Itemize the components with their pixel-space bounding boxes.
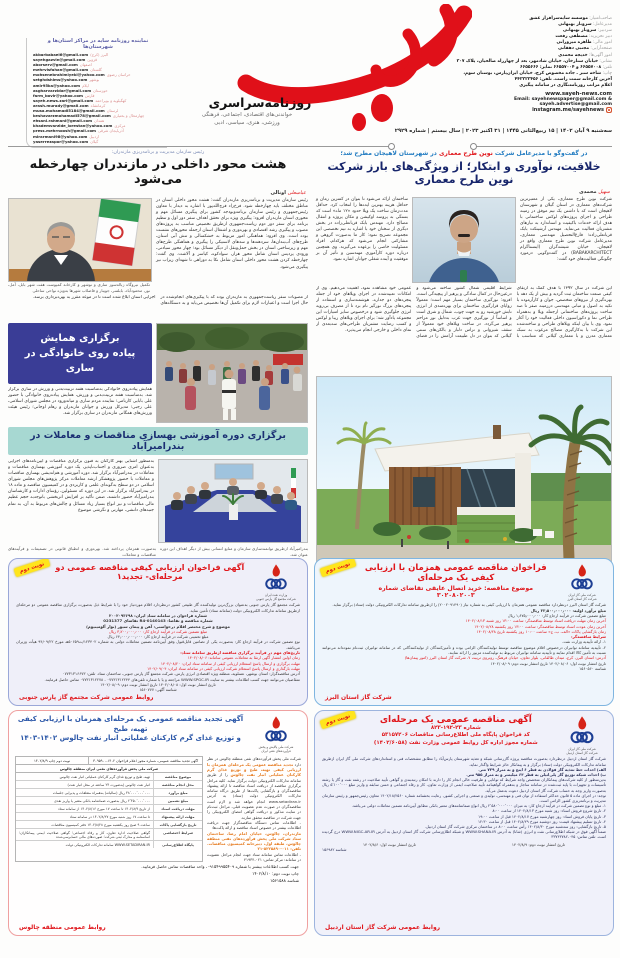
table-row-value: WWW.SETADIRAN.IR سامانه تدارکات الکترونیکی دولت [65,842,150,847]
intro-rest: را از طریق سامانه تدارکات الکترونیکی دولت برگزار نماید. کلیه مراحل برگزاری مناقصه از دریافت اسناد مناقصه تا ارائه پیشنهاد مناقصه‌گران و بازگشایی پاکت‌ها از طریق درگاه سامانه تدارکات الکترونیکی دولت (ستاد) به آدرس www.setadiran.ir انجام خواهد شد و لازم است مناقصه‌گران در صورت عدم عضویت قبلی، مراحل ثبت‌نام در سایت مذکور و دریافت گواهی امضای الکترونیکی را جهت شرکت در مناقصه محقق سازند. [207,772,301,820]
masthead-label: امور آگهی‌ها: [589,52,612,58]
org-line1: شرکت ملی گاز ایران [568,593,596,597]
masthead-value: سروناز بهبهانی [563,28,597,34]
edition-badge: نوبت دوم [13,558,50,577]
note-2: - اطلاعات تماس سامانه ستاد جهت انجام مراحل عضویت در سامانه: مرکز تماس: ۰۲۱-۴۱۹۳۴ [207,851,301,863]
ad-line: ب) احداث شبکه توزیع گاز پلی‌اتیلن به قطر ۶۳ میلیمتر و به متراژ ۹۵۵ متر. [466,772,606,778]
architecture-headline: خلاقیت، نوآوری و ابتکار؛ از ویژگی‌های بارز شرکت نوین طرح معماری [327,160,601,186]
bureau-region: کرمانشاه [90,102,106,108]
bureau-region: البرز (کرج) [90,52,109,57]
masthead-value: مجتبی دهقانی [558,46,590,52]
bureau-email: mohsenebrahimiyeki@yahoo.com [33,72,105,78]
table-row-value: گواهی صلاحیت اداره تعاون، کار و رفاه اجتماعی؛ گواهی صلاحیت ایمنی پیمانکاران؛ اساسنامه و مدارک ثبتی شرکت؛ صورت‌های مالی حسابرسی‌شده [19,830,150,839]
masthead-label: چاپ: [602,70,612,76]
mazandaran-byline [10,190,306,196]
ad-footer: روابط عمومی شرکت گاز استان اردبیل [325,924,441,931]
edition-badge: نوبت دوم [319,558,356,577]
training-caption-left: بندرامیرآباد ازطریق توانمندسازی سازمان و منابع انسانی بیش از دیگر اهداف این دوره عنوان شد. [160,546,308,557]
table-header-left: نوبت دوم چاپ ۱۴۰۲/۸/۹ [33,758,71,763]
ad-line: شماره مناقصه و تقاضا: R4-0140143 تقاضای 0231377 [103,618,213,624]
bureau-email: mehrvisfahan@gmail.com [33,67,89,73]
ad-footer: روابط عمومی شرکت مجتمع گاز پارس جنوبی [19,694,154,701]
bureau-region: بوشهر [89,77,100,83]
ad-line: ضمناً آگهی فوق در شبکه اطلاع‌رسانی نفت و انرژی (شانا) به آدرس WWW.SHANA.IR و شبکه اطلاع‌رسانی شرکت گاز استان اردبیل به آدرس WWW.NIGC-AR.IR درج گردیده است. تلفن تماس: ۰۴۵-۳۳۷۴۳۷۸۲ [322,829,607,840]
ad-intro-text [207,756,301,862]
ad-line: نوع تضمین شرکت در فرآیند ارجاع کار: به‌صورت یکی از تضامین قابل‌قبول وفق آیین‌نامه تضمین معاملات دولتی به شماره ۱۲۳۴۰۲/ت۵۰۶۵۹هـ مورخ ۹۴/۰۹/۲۲ هیأت وزیران می‌باشد. [16,639,300,650]
byline-signature: سهیل [598,189,610,195]
ad-line: آخرین زمان مهلت دریافت اسناد توسط مناقصه‌گر: ساعت ۱۳:۰۰ روز شنبه ۱۴۰۲/۰۸/۱۳ [465,618,606,624]
ad-line: ۳- تاریخ پایان فروش اسناد: روز چهارشنبه مورخ ۱۴۰۲/۸/۱۷ قبل از ساعت ۱۹:۰۰ [478,813,606,819]
masthead-value: طاهره میرورانی [556,40,592,46]
table-row [16,805,202,813]
regional-bureaus-list [26,38,167,148]
bureaus-rows [33,52,163,144]
mazandaran-body2: از مصوبات سفر ریاست‌جمهوری به مازندران بوده که با پیگیری‌های انجام‌شده در حال اجرا است و اعتبارات لازم برای تکمیل آن‌ها تخصیص می‌یابد و به دستگاه‌های اجرایی استان ابلاغ شده است تا در موعد مقرر به بهره‌برداری برسد. [32,295,308,307]
bureau-region: ایلام [82,82,89,88]
table-row-value: از تاریخ ۱۴۰۲/۸/۹ تا ساعت ۱۷ مورخ ۱۴۰۲/۸/۱۶ از سامانه ستاد [58,806,150,811]
masthead-label: تلفن: [602,64,612,70]
ad-footnote-1: جهت کسب اطلاعات بیشتر با شماره ۰۹۱۵۴۹۹۵۵۴۰۹، واحد مناقصات تماس حاصل فرمایید. [141,864,299,870]
org-line2: شرکت گاز استان البرز [567,597,597,602]
table-subheader: شرکت ملی پخش فرآورده‌های نفتی ایران منطقه چالوس [16,765,202,773]
bureau-region: اردبیل [89,133,100,139]
ad-line: الف) احداث خط تغذیه گاز فولادی به قطر ۶ اینچ و به متراژ ۷۲۹ متر. [478,766,606,772]
photo-official-flag [8,198,152,282]
tagline-1: خواندنی‌های اقتصادی، اجتماعی، فرهنگی [201,112,293,118]
table-row [16,813,202,821]
ad-line: مبلغ تخمینی شرکت در فرآیند ارجاع کار: ۶۴٫۰۰۰٫۰۰۰٫۰۰۰ ریال [107,634,209,640]
paper-type-label: روزنامه‌سراسری [208,95,312,110]
table-row-value: تهیه، طبخ و توزیع غذای گرم کارکنان عملیاتی انبار نفت چالوس [59,774,150,779]
walkathon-banner-line2: پیاده روی خانوادگی در ساری [24,348,136,375]
bureau-email: sayeh.news.zari@gmail.com [33,97,94,103]
bureau-region: چهارمحال و بختیاری [112,113,145,119]
ad-line: موضوع و شرح مختصر اقلام درخواستی: آهن و پیمان سیور (نوار آلومینیوم) [86,623,230,629]
masthead-label: صفحه‌آرایی: [590,46,612,52]
architecture-kicker [316,150,612,157]
byline-signature: عباسعلی [287,190,306,196]
table-row-label: مبلغ برآورد [153,789,202,796]
table-row-value: تا ساعت ۱۷ روز شنبه مورخ ۱۴۰۲/۸/۲۷ در سامانه ستاد [69,814,150,819]
bureau-email: sayehgazvin@gmail.com [33,57,86,63]
walkathon-banner-line1: برگزاری همایش [40,333,120,345]
org-line1: شرکت ملی گاز ایران [568,747,596,751]
masthead-value: مصطفی رفعت [555,34,588,40]
bureau-email: aborserv@gmail.com [33,62,78,68]
intro-lead: شرکت ملی پخش فرآورده‌های نفتی منطقه چالوس در نظر دارد [207,756,301,767]
ad-lines [315,756,613,839]
table-row-value: ۴۸٬۰۰۰٬۰۰۰٬۰۰۰ ریال (سالیانه) به‌همراه متعلقات و پذیرایی جلسات [52,790,150,795]
instagram-line[interactable] [452,107,612,113]
bureau-region: فارس [84,92,95,98]
ad-chalous-catering-tender [8,710,308,936]
bureaus-title: نماینده روزنامه سایه در مراکز استان‌ها و شهرستان‌ها [47,38,149,50]
ad-line: شناسه ۱۵۶۰۵۶۰ [579,665,606,671]
walkathon-body: همایش پیاده‌روی خانوادگی به‌مناسبت هفته تربیت‌بدنی و ورزش در ساری برگزار شد. به‌مناسبت هفته تربیت‌بدنی و ورزش، همایش پیاده‌روی خانوادگی با حضور علی بابایی کارنامی؛ نماینده مردم ساری و میاندورود در مجلس شورای اسلامی، علی رجبی؛ مدیرکل ورزش و جوانان مازندران و رهام اوجانی؛ رئیس هیئت ورزش‌های همگانی مازندران در ساری برگزار شد. [8,387,152,417]
org-line2: فرآورده‌های نفتی ایران [261,749,291,754]
table-row-value: انبار نفت چالوس (به‌صورت ۲۴ ساعته در محل انبار نفت) [67,782,150,787]
ad-line: زمان اولین انتشار آگهی ارتقا به معاملات عمومی سامانه: ۱۴۰۲/۰۸/۰۶ [187,655,300,661]
bureau-region: همدان [94,118,105,124]
table-row-value: ۲٬۴۵۰٬۰۰۰٬۰۰۰ ریال به‌صورت ضمانتنامه بانکی معتبر یا واریز نقدی [54,798,150,803]
nigc-logo-block [556,563,608,601]
ad-line: مبلغ تضمین شرکت در فرآیند ارجاع کار: ۱٫۶۷۵٫۰۰۰٫۰۰۰ ریال [507,613,606,618]
table-row-value: ساعت ۹ صبح روز یکشنبه مورخ ۱۴۰۲/۸/۲۸ دفتر کمیسیون مناقصات [51,822,150,827]
instagram-icon [606,107,612,113]
org-line2: شرکت مجتمع گاز پارس جنوبی [256,597,296,602]
photo-walkathon [156,323,308,423]
ad-line: شماره فراخوان در سامانه ستاد ایران: ۲۰۰۲۰۹۳۶۹۸ [108,613,208,618]
nigc-logo-icon [569,563,595,593]
byline-name: اونالی [270,190,286,196]
ad-line: آدرس مناقصه‌گزار: استان بوشهر، عسلویه، منطقه ویژه اقتصادی انرژی پارس، شرکت مجتمع گاز پارس جنوبی، ساختمان ستاد. تلفن: ۰۷۷۳۱۳۱۶۶۷۳ [62,671,300,677]
ad-line: شناسه آگهی: ۱۵۶۰۷۷۷ [139,687,177,693]
website-link[interactable]: www.sayeh-news.com [545,91,612,98]
org-line1: وزارت نفت ایران [264,593,288,597]
masthead-label: دبیر تحریریه: [589,34,612,40]
masthead-value: خیابان ستارخان، خیابان شادمهر، بعد از چهارراه صالحیان، پلاک ۳۰۷ [456,58,599,64]
ad-line: ۵- تاریخ بازگشایی: روز سه‌شنبه مورخ ۱۴۰۲/۸/۳۰ رأس ساعت ۸:۰۰ در ساختمان مرکزی شرکت گاز استان اردبیل. [424,824,606,830]
mazandaran-headline: هشت محور داخلی در مازندران چهارخطه می‌شود [29,157,287,187]
ad-line: تاریخ‌های مهم در فرآیند برگزاری مناقصه ازطریق سامانه ستاد: [180,650,300,656]
masthead-value: سروناز بهبهانی [558,22,592,28]
ad-title: فراخوان مناقصه عمومی همزمان با ارزیابی کیفی یک مرحله‌ای [364,563,547,583]
tender-table [15,756,203,862]
ad-line: شرکت گاز استان اردبیل درنظردارد به‌صورت مناقصه پروژه گازرسانی شبکه و تغذیه شهرستان پارس‌آباد را مطابق مشخصات فنی و استانداردهای شرکت ملی گاز ایران ازطریق سامانه تدارکات الکترونیکی دولت (ستاد) برگزار و به پیمانکار حائز شرایط واگذار نماید. [322,756,606,767]
ad-subtitle: موضوع مناقصه: خرید اتصال عایقی تقاضای شماره ۳۰۲۰۸۰۲۰۰۳ [378,585,534,599]
bureau-region: کهگیلویه و بویراحمد [95,97,127,103]
masthead-label: مدیرعامل: [592,22,612,28]
ad-line: ۴- تاریخ تسلیم پیشنهاد قیمت: روز دوشنبه مورخ ۱۴۰۲/۸/۲۹ قبل از ساعت ۱۲:۳۰ [477,818,606,824]
ad-line: مبلغ برآورد اولیه: ۳۳٫۵۰۰٫۰۰۰٫۰۰۰ ریال [530,607,606,613]
training-body: به‌منظور آشنایی بهتر کارکنان به فنون برگزاری مناقصات و آیین‌نامه‌های اجرایی به‌عنوان امری ضروری و اجتناب‌ناپذیر، یک دوره آموزشی بهسازی مناقصات و معاملات در بندرامیرآباد برگزار شد. دوره آموزشی و هم‌اندیشی بهسازی مناقصات و معاملات با حضور پژوهشگر ارشد معاملات مرکز پژوهش‌های مجلس شورای اسلامی در دو سطح به‌گونه‌ای علمی و کاربردی و در کمیسیون مناقصه و ماده ۱۸ در بندرامیرآباد برگزار شد. در این دوره که مسئولین، رؤسای ادارات و کارشناسان بندرامیرآباد حضور داشتند، ضمن تأکید بر افزایش اثربخشی باتوجه‌به حجم عظیم مالی مناقصات و نیز انواع بسیار زیاد مسائل و چالش‌های مربوط به آن، به تمام جنبه‌های دانشی، مهارتی و نگرشی موضوع [8,459,154,513]
kicker-red: نوین طرح معماری [438,150,493,157]
niopdc-logo-block [250,715,302,753]
address-highlight: مازندران، چالوس، خیابان امام رضا، ساختمان ستاد شرکت ملی پخش فرآورده‌های نفتی منطقه چالوس، طبقه اول، دبیرخانه کمیسیون مناقصات. تلفن: ۰۱۱-۵۲۲۵۸۹۰-۲۱ [207,830,301,852]
bureau-region: گیلان [90,138,99,144]
bureau-region: آذربایجان شرقی [98,128,124,134]
architecture-body: این شرکت در سال ۱۳۹۲ با هدف کمک به ارتقای کیفی صنعت ساختمان ثبت گردید و بیش از یک دهه با بهره‌گیری از نیروهای متخصص، جوان و کارآزموده با تکیه به اصول و مبانی مهندسی درزمینه صفر تا صد ساخت پروژه‌های ساختمانی ازجمله ویلا و به‌همراه طراحی نما و دکوراسیون داخلی فعالیت خود را آغاز نمود. وی با بیان اینکه ویلاهای طراحی و ساخته‌شده این شرکت با به‌کارگیری مصالح مرغوب به سبک معماری مدرن و با معماری گیلانی که متناسب با شرایط اقلیمی شمال کشور ساخته می‌شود و درعین‌حال در کمال سادگی و پرهیز از پیچیدگی است، افزود: نورگیری ساختمان بسیار مهم است؛ معمولاً زوایای قرارگیری ساختمان برای بهره‌مندی از انرژی تابش خورشید رو به جهت چوب، شمال و شرق است و اساساً از نورگیری جهت غرب به‌دلیل نور مزاحم پرهیز می‌گردد. در ساخت ویلاهای خود معمولاً از سقف شیروانی و تراس دلباز و بالکن‌های سنتی گیلانی که بتوان در دل طبیعت آرامش را در فضای عمومی خود مشاهده نمود، اهمیت می‌دهیم. وی از امکانات تعبیه‌شده در اجرای ویلاهای خود از جمله پنجره‌های دو جداره، هوشمندسازی و استفاده از پنجره‌های بزرگ نورگیر نام برد تا از مصرف بی‌رویه انرژی جلوگیری شود و درخصوص سایر امتیازات این مجموعه یادآور شد: برای اجرای ویلاهای زیبا و لوکس و کسب رضایت مشتریان طراحی‌های سه‌بعدی از نمای داخلی و خارجی انجام می‌پذیرد. [316,286,612,340]
masthead-row [452,83,612,89]
bureau-email: amir95ka@yahoo.com [33,82,81,88]
ad-line: شرایط مناقصه‌گر: [571,634,606,640]
rule-dot-right [470,143,477,150]
edition-badge: نوبت دوم [319,710,356,729]
table-header-right: آگهی تجدید مناقصه عمومی، شماره مجوز اعلام فراخوان ۱۴۰۲-۳۰۹۵۹۰۰ [88,757,202,764]
tagline-2: ورزشی، هنری، سیاسی، ادبی [214,120,280,126]
instagram-handle[interactable]: instagram.me/sayehnews [532,107,604,114]
ad-line: ۱- مبلغ و نوع تضمین شرکت در فرآیند ارجاع کار: به میزان ۲٬۵۸۰٬۰۰۰٬۰۰۰ ریال انواع ضمانتنامه‌های معتبر بانکی مطابق آیین‌نامه تضمین معاملات دولتی می‌باشد. [351,803,606,809]
ad-sub3: شماره مجوز اداره کل روابط عمومی وزارت نفت (۱۴۰۲/۶۰۵۸) [373,739,538,746]
ad-sub1: شماره ۲۳-۱۹۲-۸۲۳ [430,725,481,731]
training-caption-right: به‌صورت همزمان پرداخته شد. بهره‌وری و انطباق قانونی در تصمیمات و فرآیندهای مناقصات و معاملات [8,546,156,557]
architecture-col-right: شرکت نوین طرح معماری، یکی از معتبرترین شرکت‌های معماری در استان گیلان و شهرستان لاهیجان است که با داشتن یک تیم موفق در زمینه طراحی و اجرای پروژه‌های لوکس ساختمانی با هدف ارائه خدمات باکیفیت و استاندارد به نیازهای مشتریان فعالیت می‌نماید. مهندس آرشیتکت بابک قربانعلی‌زاده؛ فارغ‌التحصیل مهندسی معماری، مدیرعامل شرکت نوین طرح معماری واقع در لاهیجان، خیابان شیشه‌گران (اینستاگرام BABAKARCHITECT) در گفت‌وگویی درمورد چگونگی فعالیت‌های خود گفت: [520,197,612,263]
masthead-label: صاحب‌امتیاز: [589,16,612,21]
table-row-label: تاریخ بازگشایی پاکات [153,821,202,828]
taglines [172,111,322,127]
masthead-rows [452,16,612,89]
bureau-email: musa.mohamadi5184@gmail.com [33,108,105,114]
bureau-region: خراسان رضوی [106,72,131,78]
bureau-email: keshavarzmohamadi578@gmail.com [33,113,111,119]
ad-line: شرکت مجتمع گاز پارس جنوبی به‌عنوان بزرگ‌ترین تولیدکننده گاز طبیعی کشور درنظردارد اقلام موردنیاز خود را با شرایط ذیل به‌صورت برگزاری مناقصه عمومی دو مرحله‌ای ازطریق سامانه تدارکات الکترونیکی دولت (سامانه ستاد) تأمین نماید. [16,602,300,613]
architecture-byline [318,189,610,195]
niopdc-logo-icon [263,715,289,745]
ad-ardabil-gas-tender [314,710,614,936]
ad-line: مهلت برگزاری و ارسال پاسخ استعلام ارزیابی کیفی از سامانه ستاد ایران: ۱۴۰۲/۰۸/۲۰ [160,660,300,666]
ad-line: شرکت گاز استان البرز درنظردارد مناقصه عمومی همزمان با ارزیابی کیفی به شماره نیاز (۲۰۰۲۰۹۱۴۹۰) را ازطریق سامانه تدارکات الکترونیکی دولت (ستاد) برگزار نماید. [332,602,606,608]
table-row [16,829,202,841]
ad-footnote-2: چاپ نوبت دوم: ۱۴۰۲/۸/۱۰ [252,871,299,877]
photo-training-meeting [158,459,308,543]
ad-pars-jonoubi-tender [8,558,308,706]
date-second-run: تاریخ انتشار نوبت دوم: ۱۴۰۲/۸/۹ [511,841,565,847]
table-row-label: شرایط اختصاصی [153,829,202,840]
dateline: سه‌شنبه ۹ آبان ۱۴۰۲ | ۱۵ ربیع‌الثانی ۱۴۴۵ | ۳۱ اکتبر ۲۰۲۳ | سال بیستم | شماره ۲۹۲۹ [394,128,612,134]
ad-line: ۲- تاریخ شروع فروش اسناد: روز شنبه مورخ ۱۴۰۲/۸/۱۳ از ساعت ۸:۰۰ [492,808,606,814]
byline-name: محمدی [579,189,597,195]
ad-line: بدین‌منظور از کلیه شرکت‌های پیمانکاران متخصص واجد شرایط که توانایی و ظرفیت خالی انجام کار را دارند با امکان رتبه‌بندی و گواهی تأیید صلاحیت در رشته نفت و گاز یا رشته تأسیسات و تجهیزات با پایه ثبت‌شده در سامانه ساجار و به‌همراه گواهینامه تأیید صلاحیت ایمنی از وزارت تعاون، کار و رفاه اجتماعی و حسن سابقه و واریز مبلغ ۵٬۱۰۰٬۰۰۰ ریال به‌صورت واریز وجه به حساب شرکت گاز استان اردبیل دعوت به‌عمل می‌آید. [322,777,606,793]
table-row [16,821,202,829]
header-rule-left [8,146,390,147]
ad-line: آخرین زمان عودت اسناد توسط مناقصه‌گر: ساعت ۱۳:۰۰ روز یکشنبه ۱۴۰۲/۰۸/۲۸ [474,623,606,629]
ad-line: متقاضیان می‌توانند جهت کسب اطلاعات بیشتر به سایت WWW.SPGC.IR مراجعه و یا با شماره تلفن‌های ۰۷۷۳۱۳۱۲۲۴۴ - ۰۷۷۳۱۳۱۲۲۷۸ تماس حاصل فرمایند. [44,676,300,682]
ad-title: آگهی مناقصه عمومی یک مرحله‌ای [379,715,532,725]
rule-dot-left [388,143,395,150]
ad-footer: شرکت گاز استان البرز [325,694,392,701]
table-row [16,841,202,848]
nigc-logo-icon [568,715,596,747]
ad-line: تاریخ انتشار نوبت اول: ۱۴۰۲/۰۸/۰۶ تاریخ انتشار نوبت دوم: ۱۴۰۲/۰۸/۰۹ [490,660,606,666]
ad-footer: روابط عمومی منطقه چالوس [19,924,106,931]
ad-alborz-gas-tender [314,558,614,706]
article-architecture [316,150,612,564]
bureau-email: asgharvarzidar@gmail.com [33,87,92,93]
bureau-email: ehsanl.rahmani@gmail.com [33,118,93,124]
kicker-post: در شهرستان لاهیجان مطرح شد؛ [340,150,439,157]
bureau-region: اصفهان [79,62,92,68]
photo-villa-render [316,376,612,564]
org-line2: شرکت گاز استان اردبیل [566,751,598,756]
bureau-region: گلستان [90,67,102,73]
ad-title [14,715,247,744]
masthead-value: موسسه سایه‌سرافراز عشق [529,16,588,21]
table-row-label: مبلغ تضمین [153,797,202,804]
walkathon-banner [8,323,152,384]
masthead-label: امور مالی: [592,40,612,46]
masthead-label: سردبیر: [597,28,612,34]
ad-line: تاریخ انتشار نوبت اول: ۱۴۰۲/۰۸/۰۸ تاریخ انتشار نوبت دوم: ۱۴۰۲/۰۸/۰۹ [100,681,216,687]
table-rows [16,773,202,848]
bureau-email: farm_bovir@yahoo.com [33,92,83,98]
table-row [16,773,202,781]
masthead-value: اعلام مراتب روزنامه‌نگاری در سامانه پیگیری [519,83,612,89]
ad-title: آگهی فراخوان ارزیابی کیفی مناقصه عمومی دو مرحله‌ای- تجدید۱ [55,563,245,581]
table-row-label: محل انجام مناقصه [153,781,202,788]
table-row-label: پایگاه اطلاع‌رسانی [153,841,202,848]
ad-line: ۱- ارائه تأییدیه وزارت نفت. [562,639,606,645]
email-line: Email: sayehnewspaper@gmail.com & sayeh.advertise@gmail.com [513,97,612,108]
ad-lines [315,602,613,671]
table-row [16,781,202,789]
table-row-label: موضوع مناقصه [153,773,202,780]
bureau-email: setghdshims@yahoo.com [33,77,88,83]
mazandaran-body: رئیس سازمان مدیریت و برنامه‌ریزی مازندران گفت: هشت محور داخلی استان در مناطق مختلف باید چهارخطه شود. فرخ‌زاد فرج‌الله‌پور با اشاره به دیدار با معاون رئیس‌جمهوری و رئیس سازمان برنامه‌وبودجه کشور برای پیگیری مسائل مهم و محوری استان مازندران افزود: پیگیری ویژه برای تحقق اهداف سفر دور اول و تنظیم برنامه برای سفر دور دوم ریاست‌جمهوری ازطریق تخصیص مناسب به پروژه‌های مصوب و پیگیری رشد اقتصادی و بهره‌وری و اشتغال استان ازجمله محورهای نشست بوده است. وی افزود: هماهنگی امور مربوط به خشکسالی و تنش آبی استان، طرح‌های آب‌بندان‌ها، سردهنه‌ها و سدهای لاستیکی را پیگیری و هماهنگی طرح‌های مهم و زیرساختی استان در بخش حمل‌ونقل از دیگر مسائل بود؛ چهار محور سیادتی، ورودی پردیس استان شامل محور هراز، سوادکوه، کیاسر و آلاشت. وی گفت: چهارخطه کردن هشت محور داخلی استان شامل نکا به دوراهی تا شهدای زیراب نیز پیگیری می‌شود. [156,198,308,270]
masthead-value: ۶۶۵۵۷۰۰۸ و ۶۶۵۵۷۰۰۴ نمابر: ۶۶۵۵۶۶۶ [520,64,602,70]
masthead-label: نشانی: [599,58,612,64]
table-row [16,797,202,805]
bureau-email: akbarbabaei6@gmail.com [33,52,89,57]
date-first-run: تاریخ انتشار نوبت اول: ۱۴۰۲/۸/۶ [363,841,416,847]
note-1: - اطلاعات تماس دستگاه مناقصه‌گزار جهت دریافت اطلاعات بیشتر در خصوص اسناد مناقصه و ارائه پاکت‌ها: [207,819,301,831]
bureau-region: قزوین [87,57,98,63]
ad-line: توجه: در اجرای ماده ۵ قانون حداکثر استفاده از توان فنی و مهندسی، تولیدی و صنعتی و اجرایی کشور، رعایت بخشنامه شماره ۱۴۰۲/۱۸/۲۵۶۰ معاون رئیس‌جمهور و رئیس سازمان مدیریت و برنامه‌ریزی کشور الزامی است. [322,792,607,804]
article-mazandaran [8,150,308,557]
photo-ceo-portrait [412,197,516,283]
ad-line: مهلت بارگذاری و ارسال پاسخ استعلام شرکت ارزیابی کیفی در سامانه ستاد ایران: ۱۴۰۲/۰۹/۰۴ [147,665,300,671]
bureau-region: خوزستان [93,87,108,93]
ad-line: زمان بازگشایی پاکات «الف، ب، ج» ساعت ۱۰:۰۰ روز یکشنبه تاریخ ۱۴۰۲/۰۸/۲۸ [476,628,606,634]
bureau-email: press.mehrnoosh@gmail.com [33,128,97,134]
nioc-logo-icon [263,563,289,593]
ad-line: آدرس: استان البرز، کرج، میدان طالقانی، بلوار تعاون، خیابان فرهنگ، روبروی تربیت ۷، شرکت گاز استان البرز (امور پیمان‌ها) [404,655,606,661]
ad-line: مبلغ تضمین شرکت در فرآیند ارجاع کار: ۳٫۲۰۰٫۰۰۰٫۰۰۰ ریال [108,628,208,634]
masthead [452,16,612,113]
nigc-logo-block [556,715,608,755]
masthead-value: شاخه سبز ـ جاده مخصوص کرج، خیابان ایران‌پارس، بوستان سوم، آخرین کارخانه سمت راست. تلفن: ۴۴۳۳۳۳۴۵۶ [463,70,612,82]
training-banner: برگزاری دوره آموزشی بهسازی مناقصات و معاملات در بندرامیرآباد [8,427,308,455]
mazandaran-caption: تکمیل نیروگاه زباله‌سوز ساری و نوشهر و کارخانه کمپوست هفت شهر بابل، آمل، نور، محمودآباد، بابلسر، جویبار و فاضلاب شهرها به‌ویژه نواحی ساحلی [8,282,150,293]
architecture-col-left: ساختمان ارائه می‌شود تا بتوان در کمترین زمان و حداقل هزینه بهترین ایده‌ها را انتخاب کرد. حداقل مدت‌زمان ساخت یک ویلا حدود «۱۲ ماه» است که بستگی به پروسه اوکیشن و مکان پروژه و انتقال مصالح دارد. مهندس بابک قربانعلی‌زاده در بخش دیگری از سخنان خود با اشاره به تیم تخصصی این مجموعه تصریح نمود: کار ما به‌صورت گروهی و مشارکتی انجام می‌شود که هرکدام، افراد مسئولیت خاصی را برعهده می‌گیرند. وی همچنین درباره دوره کارآموزی مهندسین و تأثیر آن بر موفقیت و آینده شغلی جوانان اشاره نمود. [316,197,408,263]
ad-line: ۲- تأییدیه سامانه توانیران درخصوص اقلام موضوع مناقصه توسط تولیدکنندگان الزامی بوده و تأمین‌کنندگان از تولیدکنندگانی که در سامانه توانیران ثبت‌نام نموده‌اند می‌توانند نسبت به تأمین کالا اقدام نمایند و تأییدیه سامانه توانیران مربوط به تولیدکننده مزبور را ارائه نمایند. [322,644,606,656]
table-row-label: مهلت دریافت اسناد [153,805,202,812]
ad-lines [9,602,307,692]
ad-sub2: کد فراخوان پایگاه ملی اطلاع‌رسانی مناقصات ۵۳۱۵۷۲۰۶ [381,732,530,739]
bureau-email: arash.murady@gmail.com [33,102,89,108]
kicker-pre: در گفت‌وگو با مدیرعامل شرکت [492,150,588,157]
table-row-label: مهلت ارائه پیشنهاد [153,813,202,820]
bureau-email: yaserrezapor@yahoo.com [33,138,89,144]
ad-footnote-3: شناسه ۱۵۶۱۵۸۸ [270,878,299,884]
bureau-row [33,139,163,144]
org-line1: شرکت ملی پالایش و پخش [258,745,294,749]
bureau-region: مرکزی [114,123,126,129]
ad-title-line2: و توزیع غذای گرم کارکنان عملیاتی انبار نفت چالوس ۱۴۰۲-۱۴۰۳ [20,734,241,742]
header-rule-right [475,146,612,147]
mazandaran-kicker: رئیس سازمان مدیریت و برنامه‌ریزی مازندران: [111,150,205,155]
nioc-logo-block [250,563,302,601]
bureau-email: khademvarzide_lorestan@yahoo.com [33,123,113,129]
table-row [16,789,202,797]
masthead-row [452,71,612,83]
masthead-value: خدیجه محمدی [558,52,588,58]
ad-title-line1: آگهی تجدید مناقصه عمومی یک مرحله‌ای همزمان با ارزیابی کیفی تهیه، طبخ [17,715,244,733]
ad-id: شناسه ۱۵۶۹۸۲ [322,846,347,852]
bureau-email: mirarmani98@yahoo.com [33,133,88,139]
intro-highlight: تجدید مناقصه عمومی یک مرحله‌ای همزمان با ارزیابی کیفی تهیه، طبخ و توزیع غذای گرم کارکنان عملیاتی انبار نفت چالوس [207,761,301,778]
bureau-region: لرستان [106,108,119,114]
